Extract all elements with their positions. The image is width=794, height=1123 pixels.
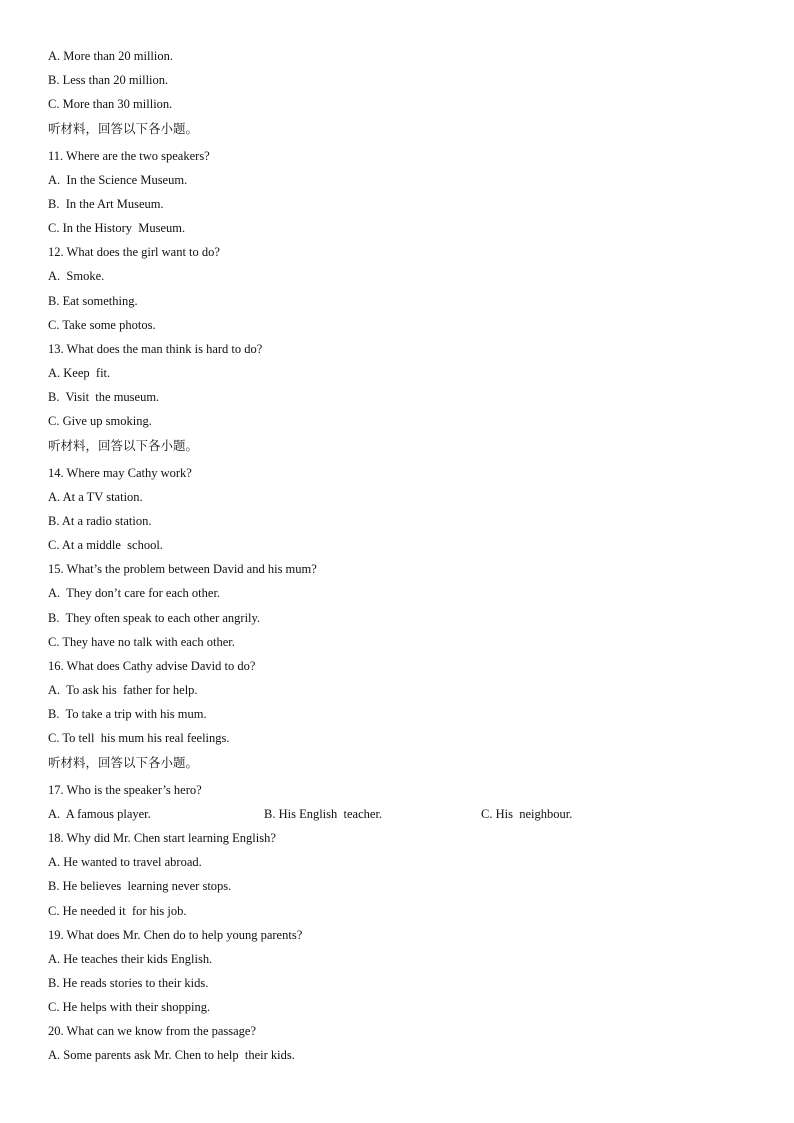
option-line: B. He believes learning never stops.: [48, 879, 232, 893]
option-line: B. Visit the museum.: [48, 390, 160, 404]
option-line: A. They don’t care for each other.: [48, 586, 221, 600]
option-line: B. To take a trip with his mum.: [48, 707, 207, 721]
question-18: 18. Why did Mr. Chen start learning English?: [48, 831, 276, 845]
option-line: A. Keep fit.: [48, 366, 111, 380]
option-line: B. He reads stories to their kids.: [48, 976, 209, 990]
option-line: C. He needed it for his job.: [48, 904, 187, 918]
option-line: C. To tell his mum his real feelings.: [48, 731, 230, 745]
option-line: A. He wanted to travel abroad.: [48, 855, 202, 869]
option-line: C. Take some photos.: [48, 318, 156, 332]
option-line: B. In the Art Museum.: [48, 197, 164, 211]
option-line: B. They often speak to each other angrily.: [48, 611, 261, 625]
section-instruction: 听材料，回答以下各小题。: [48, 439, 199, 453]
option-line: A. More than 20 million.: [48, 49, 173, 63]
option-line: A. Some parents ask Mr. Chen to help their kids.: [48, 1048, 295, 1062]
section-instruction: 听材料，回答以下各小题。: [48, 122, 199, 136]
option-line: C. He helps with their shopping.: [48, 1000, 211, 1014]
question-19: 19. What does Mr. Chen do to help young parents?: [48, 928, 303, 942]
question-12: 12. What does the girl want to do?: [48, 245, 220, 259]
option-b: B. His English teacher.: [264, 807, 383, 821]
question-17-options: [48, 806, 748, 822]
question-17: 17. Who is the speaker’s hero?: [48, 783, 202, 797]
option-line: C. In the History Museum.: [48, 221, 186, 235]
option-line: C. Give up smoking.: [48, 414, 152, 428]
option-line: B. Eat something.: [48, 294, 138, 308]
option-a: A. A famous player.: [48, 807, 151, 821]
question-11: 11. Where are the two speakers?: [48, 149, 210, 163]
option-line: A. Smoke.: [48, 269, 105, 283]
question-14: 14. Where may Cathy work?: [48, 466, 192, 480]
option-line: B. Less than 20 million.: [48, 73, 169, 87]
option-line: A. At a TV station.: [48, 490, 143, 504]
question-20: 20. What can we know from the passage?: [48, 1024, 257, 1038]
option-c: C. His neighbour.: [481, 807, 573, 821]
question-13: 13. What does the man think is hard to do?: [48, 342, 263, 356]
option-line: A. To ask his father for help.: [48, 683, 198, 697]
option-line: C. More than 30 million.: [48, 97, 173, 111]
option-line: A. In the Science Museum.: [48, 173, 188, 187]
option-line: C. They have no talk with each other.: [48, 635, 235, 649]
question-15: 15. What’s the problem between David and his mum?: [48, 562, 317, 576]
option-line: A. He teaches their kids English.: [48, 952, 213, 966]
option-line: C. At a middle school.: [48, 538, 163, 552]
option-line: B. At a radio station.: [48, 514, 152, 528]
section-instruction: 听材料，回答以下各小题。: [48, 756, 199, 770]
question-16: 16. What does Cathy advise David to do?: [48, 659, 256, 673]
